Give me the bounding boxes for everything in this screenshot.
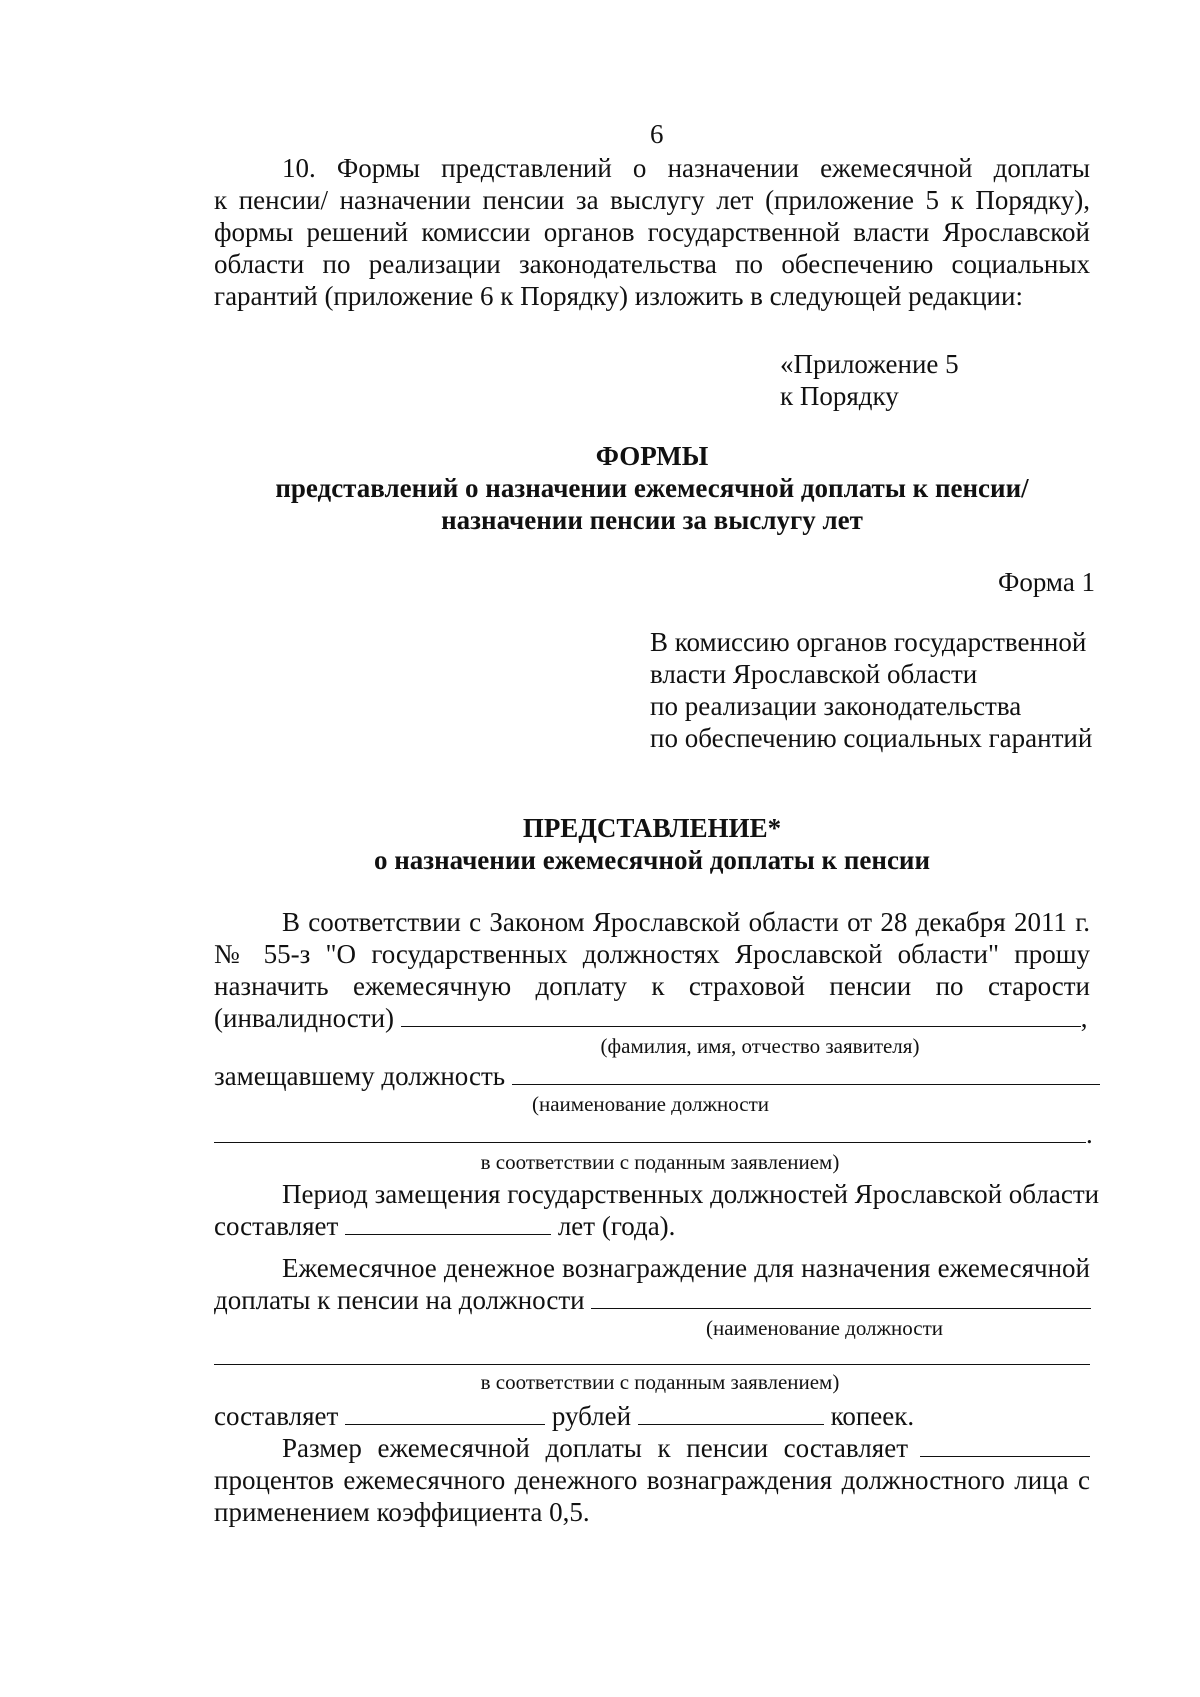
position2-blank-field [591, 1284, 1091, 1309]
body-p3-line-2 [214, 1284, 1091, 1316]
years-blank-field [345, 1210, 551, 1235]
kopecks-blank-field [638, 1400, 824, 1425]
doc-subtitle: о назначении ежемесячной доплаты к пенсии [373, 845, 931, 875]
addressee-line-1: В комиссию органов государственной [650, 627, 1087, 657]
percent-blank-field [920, 1432, 1090, 1457]
position-line [214, 1060, 1100, 1092]
position2-continuation-line [214, 1364, 1090, 1365]
hint-position-2: (наименование должности [706, 1316, 944, 1340]
body-p4-label: составляет [214, 1401, 339, 1431]
body-p5-line-1-text: Размер ежемесячной доплаты к пенсии составляет [282, 1433, 908, 1463]
body-p2-years-label: составляет [214, 1211, 339, 1241]
paragraph-10-line-1: 10. Формы представлений о назначении ежемесячной доплаты [282, 153, 1090, 183]
fio-blank-field [401, 1002, 1081, 1027]
paragraph-10-line-3: формы решений комиссии органов государственной власти Ярославской [214, 217, 1090, 247]
paragraph-10-line-2: к пенсии/ назначении пенсии за выслугу лет (приложение 5 к Порядку), [214, 185, 1090, 215]
paragraph-10-line-5: гарантий (приложение 6 к Порядку) изложить в следующей редакции: [214, 281, 1023, 311]
body-p1-line-1: В соответствии с Законом Ярославской области от 28 декабря 2011 г. [282, 907, 1090, 937]
position-continuation-line [214, 1142, 1086, 1143]
annex-ref: к Порядку [780, 381, 899, 411]
body-p1-line-2: № 55-з "О государственных должностях Ярославской области" прошу [214, 939, 1090, 969]
position-blank-field [512, 1060, 1100, 1085]
addressee-line-3: по реализации законодательства [650, 691, 1022, 721]
hint-position: (наименование должности [532, 1092, 770, 1116]
hint-statement-1: в соответствии с поданным заявлением) [480, 1150, 840, 1174]
body-p2-line-2 [214, 1210, 675, 1242]
body-p2-years-unit: лет (года). [557, 1211, 676, 1241]
body-p4-rubles: рублей [551, 1401, 632, 1431]
body-p5-line-2: процентов ежемесячного денежного вознаграждения должностного лица с [214, 1465, 1090, 1495]
body-p1-line-4 [214, 1002, 1088, 1034]
body-p1-line-3: назначить ежемесячную доплату к страховой пенсии по старости [214, 971, 1090, 1001]
body-p4-line [214, 1400, 914, 1432]
annex-label: «Приложение 5 [780, 349, 959, 379]
hint-fio: (фамилия, имя, отчество заявителя) [600, 1034, 920, 1058]
forms-heading: ФОРМЫ [595, 441, 709, 471]
doc-heading: ПРЕДСТАВЛЕНИЕ* [522, 813, 782, 843]
addressee-line-2: власти Ярославской области [650, 659, 978, 689]
hint-statement-2: в соответствии с поданным заявлением) [480, 1370, 840, 1394]
body-p5-line-1 [282, 1432, 1090, 1464]
body-p4-kopecks: копеек. [830, 1401, 915, 1431]
fio-comma: , [1080, 1003, 1088, 1033]
page-number: 6 [650, 119, 664, 149]
form-number: Форма 1 [998, 567, 1096, 597]
position-label: замещавшему должность [214, 1061, 506, 1091]
body-p3-line-2-text: доплаты к пенсии на должности [214, 1285, 585, 1315]
body-p1-line-4-text: (инвалидности) [214, 1003, 395, 1033]
position-period: . [1086, 1119, 1093, 1149]
body-p2-line-1: Период замещения государственных должностей Ярославской области [282, 1179, 1100, 1209]
paragraph-10-line-4: области по реализации законодательства по обеспечению социальных [214, 249, 1090, 279]
rubles-blank-field [345, 1400, 545, 1425]
addressee-line-4: по обеспечению социальных гарантий [650, 723, 1093, 753]
body-p3-line-1: Ежемесячное денежное вознаграждение для назначения ежемесячной [282, 1253, 1090, 1283]
forms-subtitle-1: представлений о назначении ежемесячной доплаты к пенсии/ [275, 473, 1029, 503]
forms-subtitle-2: назначении пенсии за выслугу лет [441, 505, 863, 535]
body-p5-line-3: применением коэффициента 0,5. [214, 1497, 590, 1527]
